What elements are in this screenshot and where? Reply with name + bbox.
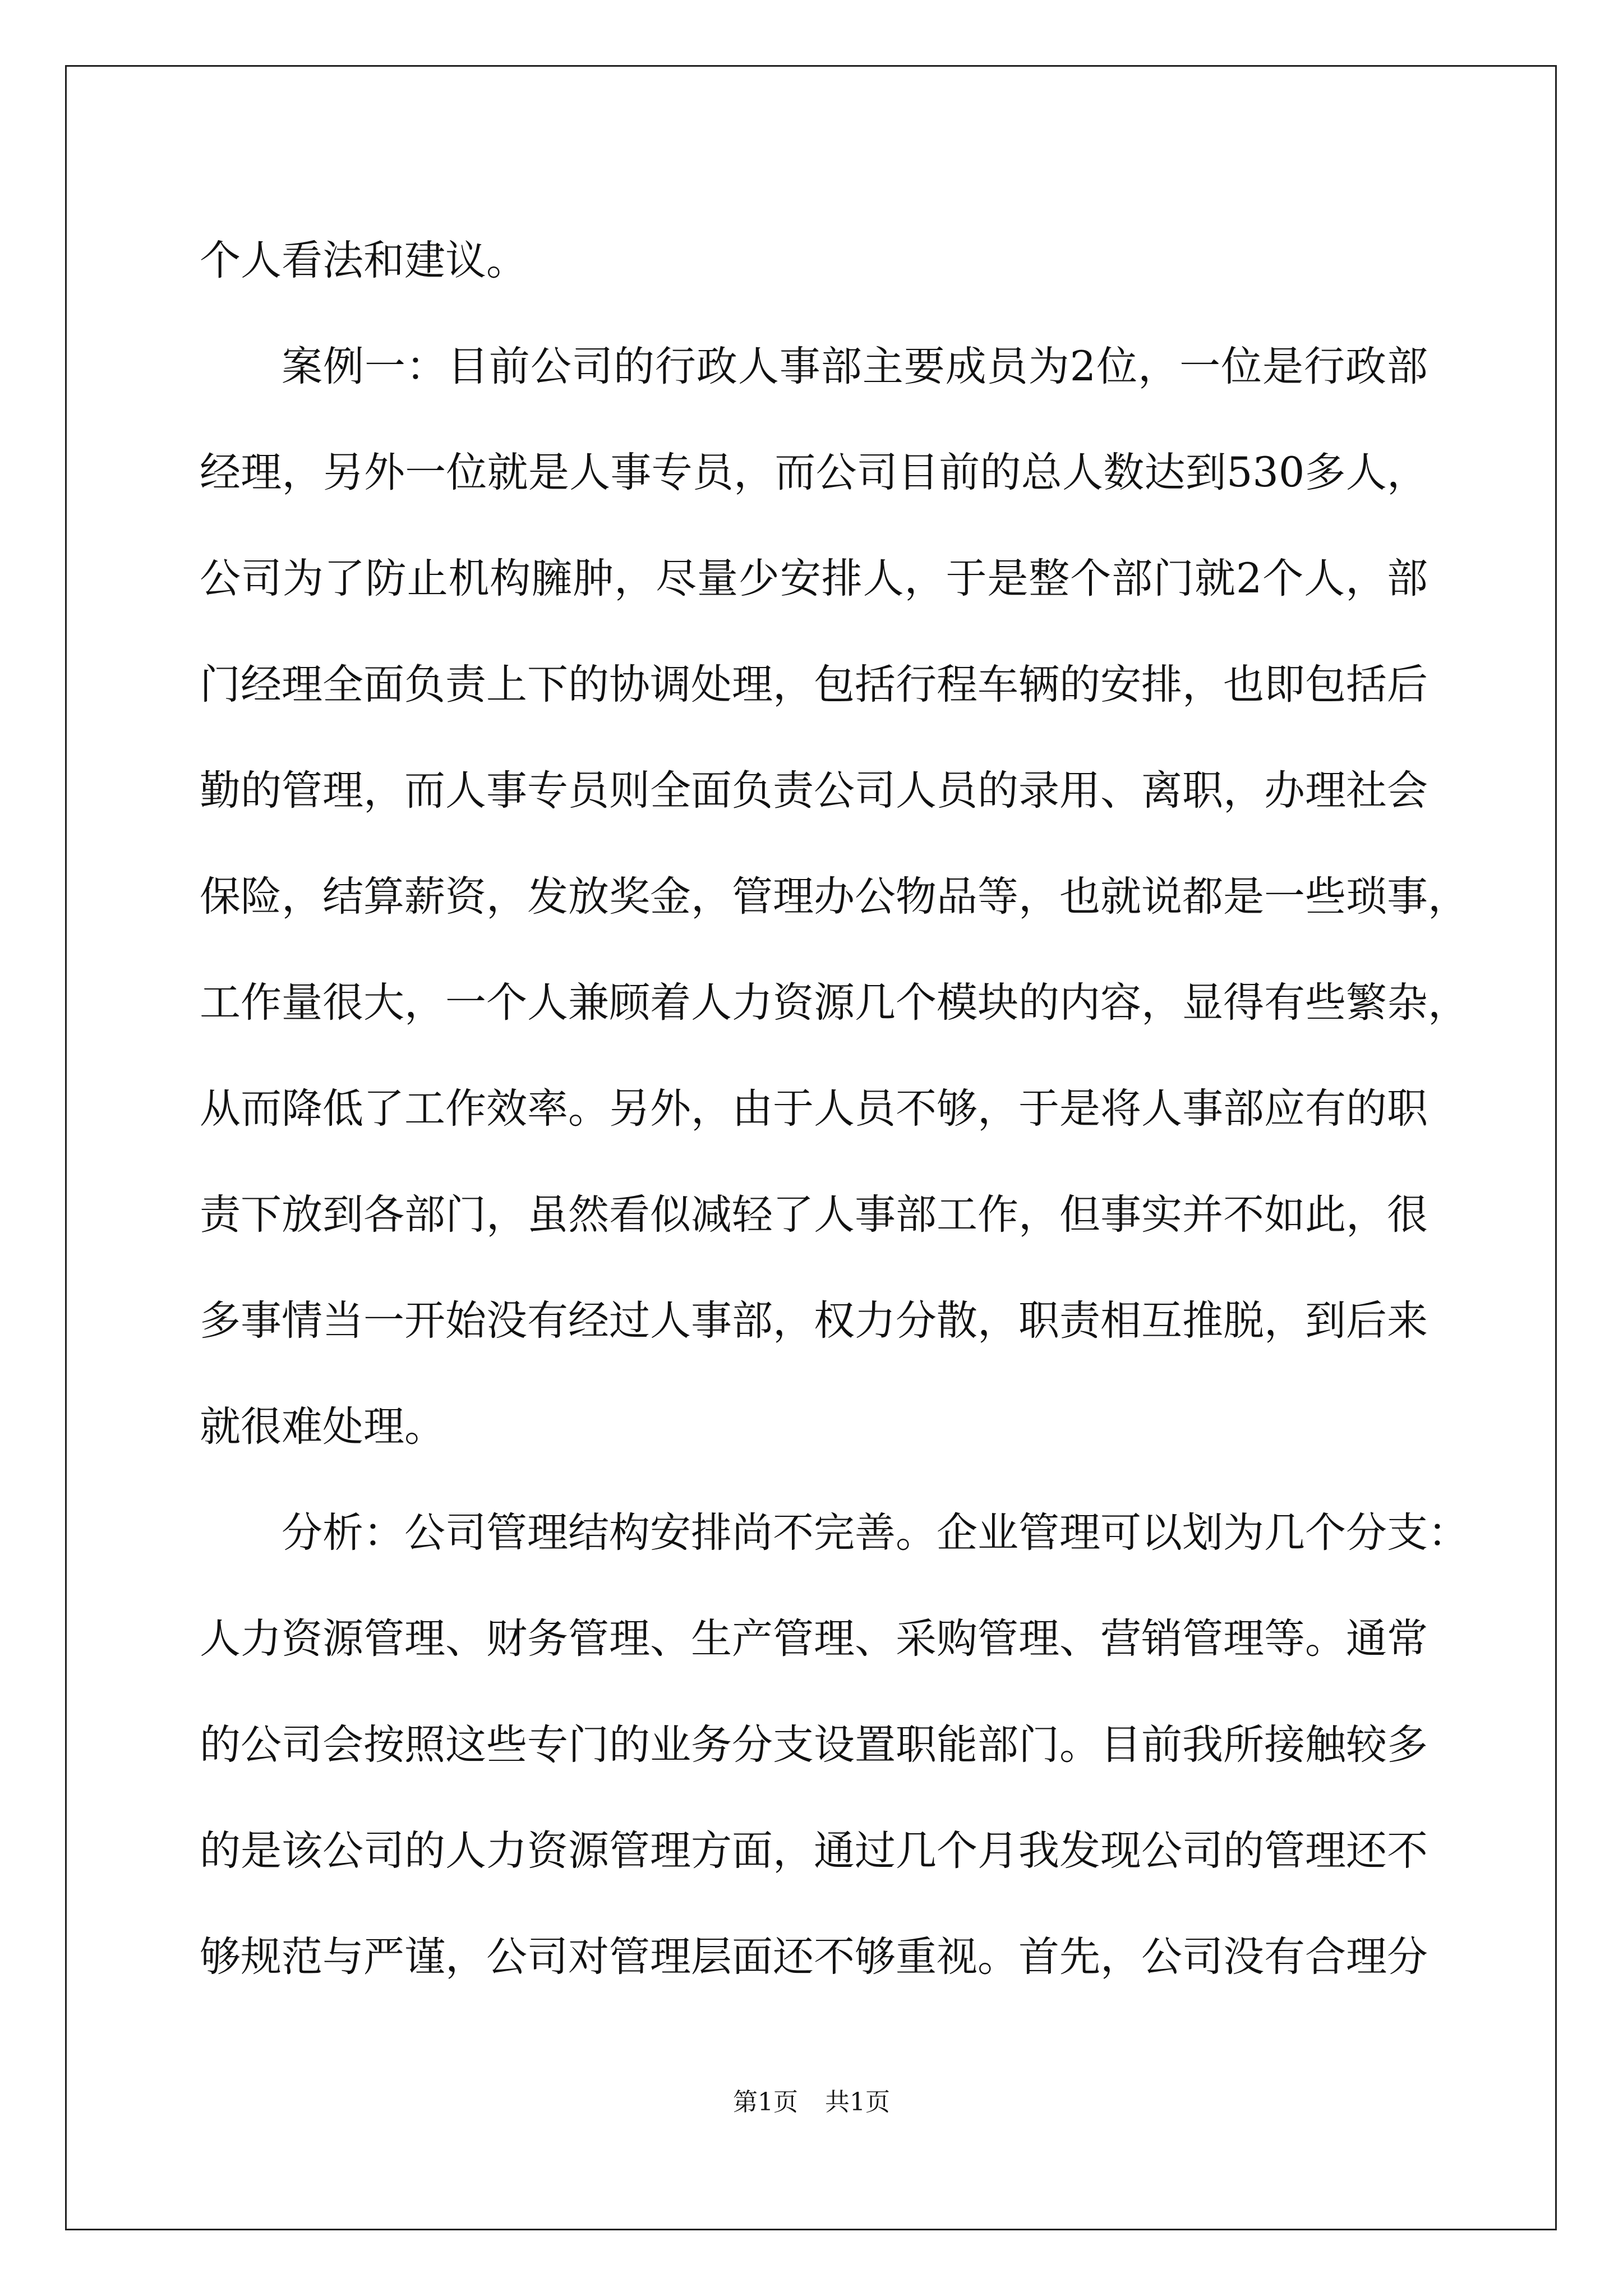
text-line: 保险，结算薪资，发放奖金，管理办公物品等，也就说都是一些琐事，	[200, 873, 1469, 921]
text-line: 个人看法和建议。	[200, 237, 527, 284]
text-line: 从而降低了工作效率。另外，由于人员不够，于是将人事部应有的职	[200, 1085, 1428, 1133]
text-line: 工作量很大，一个人兼顾着人力资源几个模块的内容，显得有些繁杂，	[200, 979, 1469, 1027]
page-footer	[0, 2086, 1623, 2119]
text-line: 的是该公司的人力资源管理方面，通过几个月我发现公司的管理还不	[200, 1827, 1428, 1875]
paragraph-first-line: 分析：公司管理结构安排尚不完善。企业管理可以划为几个分支：	[282, 1509, 1469, 1557]
text-line: 责下放到各部门，虽然看似减轻了人事部工作，但事实并不如此，很	[200, 1191, 1428, 1239]
text-line: 公司为了防止机构臃肿，尽量少安排人，于是整个部门就2个人，部	[200, 555, 1428, 602]
document-body	[200, 208, 1469, 2010]
text-line: 经理，另外一位就是人事专员，而公司目前的总人数达到530多人，	[200, 449, 1428, 496]
text-line: 就很难处理。	[200, 1403, 445, 1451]
page-number: 第1页	[733, 2088, 798, 2116]
page-total: 共1页	[825, 2088, 890, 2116]
text-line: 门经理全面负责上下的协调处理，包括行程车辆的安排，也即包括后	[200, 661, 1428, 708]
text-line: 够规范与严谨，公司对管理层面还不够重视。首先，公司没有合理分	[200, 1933, 1428, 1981]
text-line: 多事情当一开始没有经过人事部，权力分散，职责相互推脱，到后来	[200, 1297, 1428, 1345]
text-line: 的公司会按照这些专门的业务分支设置职能部门。目前我所接触较多	[200, 1721, 1428, 1769]
text-line: 勤的管理，而人事专员则全面负责公司人员的录用、离职，办理社会	[200, 767, 1428, 815]
paragraph-first-line: 案例一：目前公司的行政人事部主要成员为2位，一位是行政部	[282, 343, 1428, 390]
text-line: 人力资源管理、财务管理、生产管理、采购管理、营销管理等。通常	[200, 1615, 1428, 1663]
